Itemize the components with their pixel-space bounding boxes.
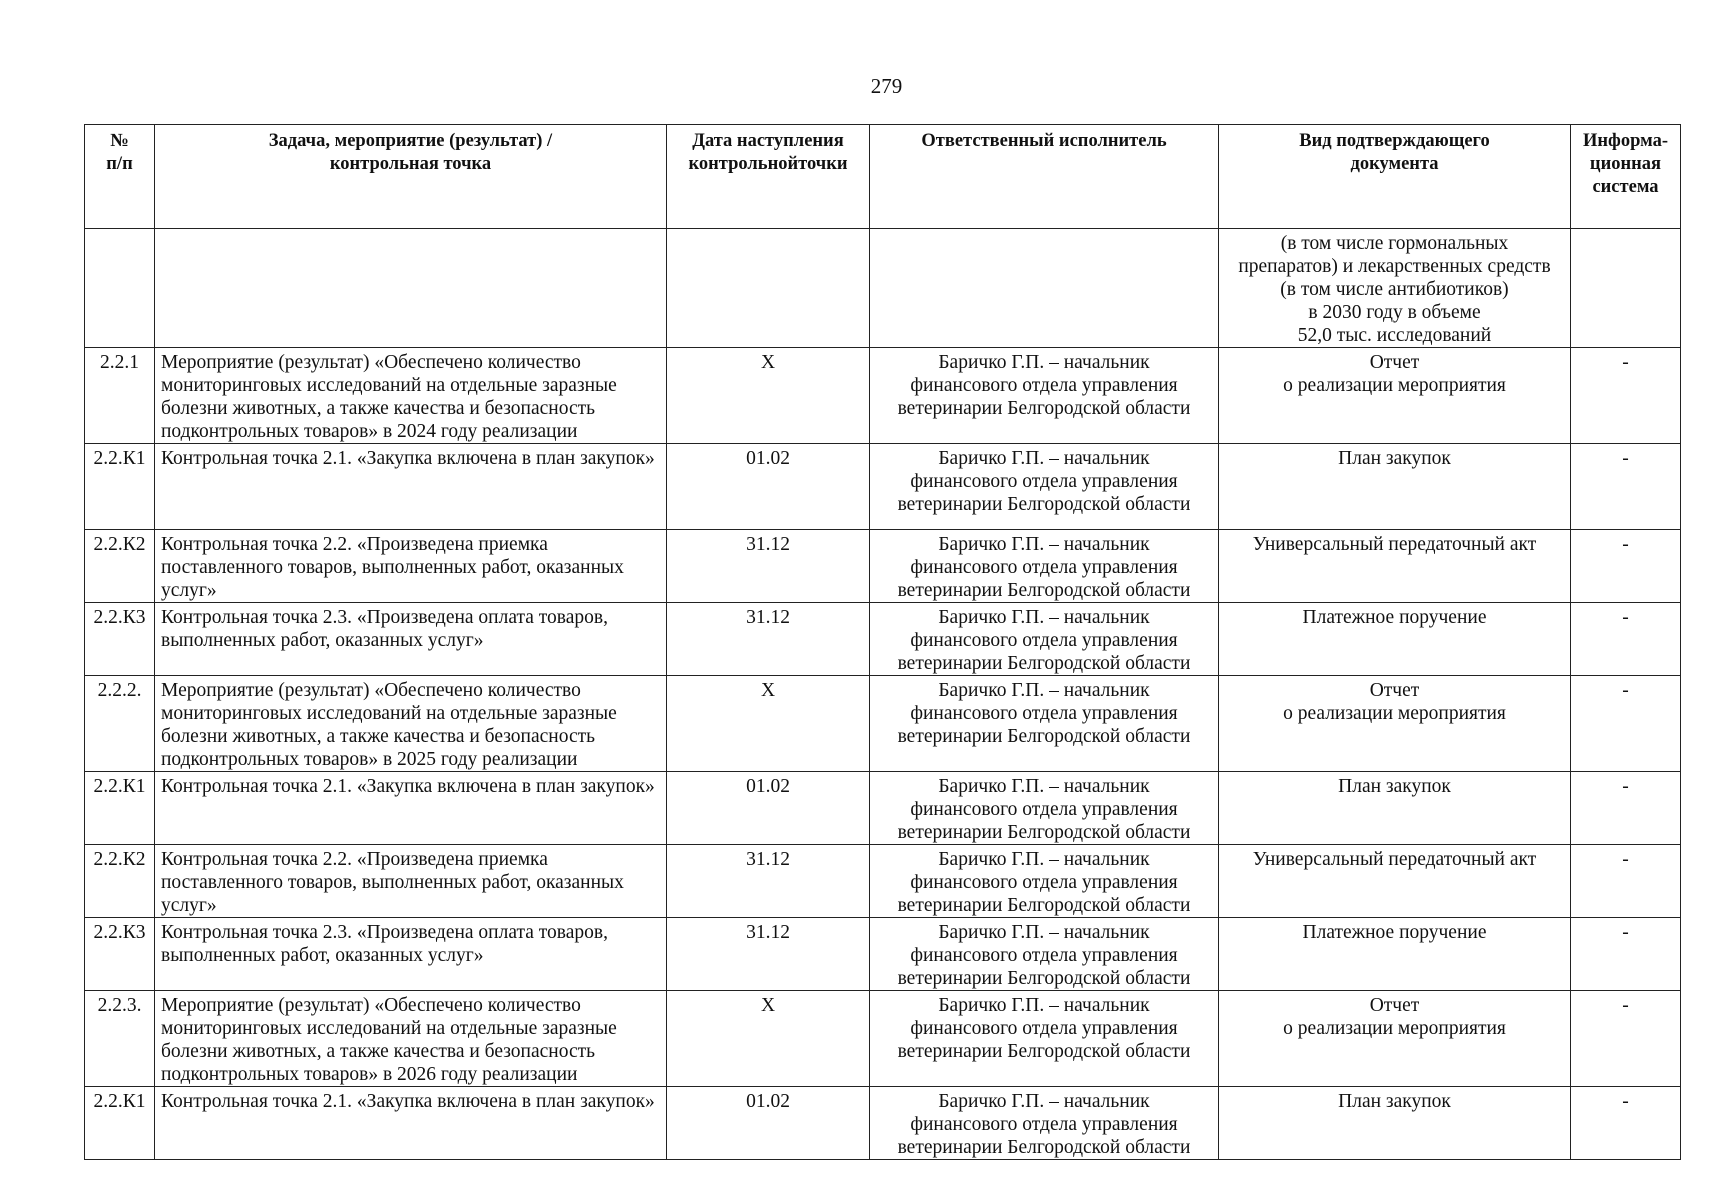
cell-number: 2.2.К3 xyxy=(85,918,155,991)
table-body xyxy=(85,229,1681,1160)
executor-line: ветеринарии Белгородской области xyxy=(897,968,1191,989)
cell-task: Контрольная точка 2.2. «Произведена приемка поставленного товаров, выполненных работ, оказанных услуг» xyxy=(155,530,667,603)
cell-task: Мероприятие (результат) «Обеспечено количество мониторинговых исследований на отдельные заразные болезни животных, а также качества и безопасность подконтрольных товаров» в 2024 году реализации xyxy=(155,348,667,444)
header-document: Вид подтверждающего документа xyxy=(1219,125,1571,229)
cell-task: Контрольная точка 2.1. «Закупка включена в план закупок» xyxy=(155,772,667,845)
cell-control-date: 01.02 xyxy=(667,444,870,530)
cell-number: 2.2.2. xyxy=(85,676,155,772)
cell-number: 2.2.К1 xyxy=(85,444,155,530)
executor-line: ветеринарии Белгородской области xyxy=(897,1137,1191,1158)
cell-executor xyxy=(870,1087,1219,1160)
cell-document-type xyxy=(1219,348,1571,444)
cell-info-system: - xyxy=(1571,991,1681,1087)
cell-number: 2.2.1 xyxy=(85,348,155,444)
document-line: Универсальный передаточный акт xyxy=(1252,534,1537,555)
cell-document-type xyxy=(1219,530,1571,603)
document-line: о реализации мероприятия xyxy=(1283,703,1506,724)
cell-executor xyxy=(870,845,1219,918)
cell-info-system: - xyxy=(1571,1087,1681,1160)
executor-line: ветеринарии Белгородской области xyxy=(897,895,1191,916)
table-row xyxy=(85,1087,1681,1160)
executor-line: Баричко Г.П. – начальник xyxy=(938,922,1150,943)
cell-document-type xyxy=(1219,1087,1571,1160)
table-row xyxy=(85,444,1681,530)
executor-line: Баричко Г.П. – начальник xyxy=(938,534,1150,555)
cell-info-system: - xyxy=(1571,444,1681,530)
executor-line: Баричко Г.П. – начальник xyxy=(938,1091,1150,1112)
cell-control-date: Х xyxy=(667,348,870,444)
cell-control-date: Х xyxy=(667,991,870,1087)
cell-task: Контрольная точка 2.3. «Произведена оплата товаров, выполненных работ, оказанных услуг» xyxy=(155,918,667,991)
cell-number xyxy=(85,229,155,348)
cell-task: Мероприятие (результат) «Обеспечено количество мониторинговых исследований на отдельные заразные болезни животных, а также качества и безопасность подконтрольных товаров» в 2025 году реализации xyxy=(155,676,667,772)
cell-control-date: 31.12 xyxy=(667,603,870,676)
executor-line: Баричко Г.П. – начальник xyxy=(938,607,1150,628)
cell-number: 2.2.К2 xyxy=(85,530,155,603)
cell-executor xyxy=(870,348,1219,444)
table-row xyxy=(85,772,1681,845)
cell-document-type xyxy=(1219,991,1571,1087)
cell-info-system: - xyxy=(1571,348,1681,444)
table-header-row xyxy=(85,125,1681,229)
cell-task: Контрольная точка 2.1. «Закупка включена в план закупок» xyxy=(155,1087,667,1160)
document-line: Универсальный передаточный акт xyxy=(1252,849,1537,870)
cell-info-system: - xyxy=(1571,676,1681,772)
header-executor: Ответственный исполнитель xyxy=(870,125,1219,229)
cell-info-system: - xyxy=(1571,772,1681,845)
document-line: 52,0 тыс. исследований xyxy=(1297,325,1492,346)
cell-document-type xyxy=(1219,845,1571,918)
executor-line: ветеринарии Белгородской области xyxy=(897,398,1191,419)
cell-executor xyxy=(870,603,1219,676)
executor-line: Баричко Г.П. – начальник xyxy=(938,448,1150,469)
document-line: План закупок xyxy=(1338,448,1451,469)
document-line: Платежное поручение xyxy=(1302,922,1487,943)
executor-line: финансового отдела управления xyxy=(910,872,1178,893)
table-row xyxy=(85,845,1681,918)
cell-task xyxy=(155,229,667,348)
cell-number: 2.2.К3 xyxy=(85,603,155,676)
executor-line: ветеринарии Белгородской области xyxy=(897,726,1191,747)
executor-line: финансового отдела управления xyxy=(910,703,1178,724)
document-line: препаратов) и лекарственных средств xyxy=(1238,256,1551,277)
document-line: План закупок xyxy=(1338,776,1451,797)
table-row xyxy=(85,676,1681,772)
page-number: 279 xyxy=(870,74,903,98)
executor-line: ветеринарии Белгородской области xyxy=(897,822,1191,843)
cell-document-type xyxy=(1219,676,1571,772)
document-line: Отчет xyxy=(1369,680,1420,701)
cell-number: 2.2.К1 xyxy=(85,1087,155,1160)
executor-line: финансового отдела управления xyxy=(910,799,1178,820)
document-line: Отчет xyxy=(1369,995,1420,1016)
cell-number: 2.2.3. xyxy=(85,991,155,1087)
executor-line: финансового отдела управления xyxy=(910,630,1178,651)
executor-line: Баричко Г.П. – начальник xyxy=(938,776,1150,797)
cell-executor xyxy=(870,991,1219,1087)
document-line: (в том числе антибиотиков) xyxy=(1280,279,1509,300)
document-line: (в том числе гормональных xyxy=(1280,233,1509,254)
cell-document-type xyxy=(1219,603,1571,676)
cell-task: Мероприятие (результат) «Обеспечено количество мониторинговых исследований на отдельные заразные болезни животных, а также качества и безопасность подконтрольных товаров» в 2026 году реализации xyxy=(155,991,667,1087)
cell-task: Контрольная точка 2.2. «Произведена приемка поставленного товаров, выполненных работ, оказанных услуг» xyxy=(155,845,667,918)
executor-line: финансового отдела управления xyxy=(910,1018,1178,1039)
executor-line: финансового отдела управления xyxy=(910,945,1178,966)
cell-control-date: 01.02 xyxy=(667,772,870,845)
table-row xyxy=(85,348,1681,444)
cell-control-date: 31.12 xyxy=(667,530,870,603)
header-num: № п/п xyxy=(85,125,155,229)
executor-line: ветеринарии Белгородской области xyxy=(897,494,1191,515)
cell-number: 2.2.К2 xyxy=(85,845,155,918)
cell-executor xyxy=(870,918,1219,991)
document-line: Отчет xyxy=(1369,352,1420,373)
document-line: о реализации мероприятия xyxy=(1283,375,1506,396)
header-info-system: Информа- ционная система xyxy=(1571,125,1681,229)
cell-document-type xyxy=(1219,444,1571,530)
control-points-table xyxy=(84,124,1681,1160)
cell-info-system: - xyxy=(1571,530,1681,603)
document-line: о реализации мероприятия xyxy=(1283,1018,1506,1039)
header-task: Задача, мероприятие (результат) / контрольная точка xyxy=(155,125,667,229)
cell-control-date: 31.12 xyxy=(667,918,870,991)
cell-task: Контрольная точка 2.1. «Закупка включена в план закупок» xyxy=(155,444,667,530)
cell-document-type xyxy=(1219,918,1571,991)
header-date: Дата наступления контрольнойточки xyxy=(667,125,870,229)
executor-line: ветеринарии Белгородской области xyxy=(897,1041,1191,1062)
executor-line: финансового отдела управления xyxy=(910,557,1178,578)
table-row xyxy=(85,603,1681,676)
executor-line: финансового отдела управления xyxy=(910,471,1178,492)
executor-line: Баричко Г.П. – начальник xyxy=(938,352,1150,373)
table-row xyxy=(85,991,1681,1087)
cell-executor xyxy=(870,676,1219,772)
cell-control-date: 01.02 xyxy=(667,1087,870,1160)
cell-info-system: - xyxy=(1571,603,1681,676)
executor-line: Баричко Г.П. – начальник xyxy=(938,849,1150,870)
executor-line: ветеринарии Белгородской области xyxy=(897,580,1191,601)
document-line: План закупок xyxy=(1338,1091,1451,1112)
table-row xyxy=(85,530,1681,603)
table-row xyxy=(85,229,1681,348)
control-points-table-container xyxy=(84,124,1680,1160)
cell-control-date xyxy=(667,229,870,348)
cell-info-system xyxy=(1571,229,1681,348)
cell-executor xyxy=(870,772,1219,845)
cell-task: Контрольная точка 2.3. «Произведена оплата товаров, выполненных работ, оказанных услуг» xyxy=(155,603,667,676)
document-line: в 2030 году в объеме xyxy=(1308,302,1481,323)
table-row xyxy=(85,918,1681,991)
cell-control-date: 31.12 xyxy=(667,845,870,918)
executor-line: финансового отдела управления xyxy=(910,1114,1178,1135)
cell-executor xyxy=(870,229,1219,348)
cell-info-system: - xyxy=(1571,845,1681,918)
document-line: Платежное поручение xyxy=(1302,607,1487,628)
cell-document-type xyxy=(1219,772,1571,845)
cell-control-date: Х xyxy=(667,676,870,772)
cell-document-type xyxy=(1219,229,1571,348)
executor-line: Баричко Г.П. – начальник xyxy=(938,680,1150,701)
executor-line: финансового отдела управления xyxy=(910,375,1178,396)
cell-info-system: - xyxy=(1571,918,1681,991)
executor-line: ветеринарии Белгородской области xyxy=(897,653,1191,674)
cell-executor xyxy=(870,530,1219,603)
cell-number: 2.2.К1 xyxy=(85,772,155,845)
cell-executor xyxy=(870,444,1219,530)
executor-line: Баричко Г.П. – начальник xyxy=(938,995,1150,1016)
